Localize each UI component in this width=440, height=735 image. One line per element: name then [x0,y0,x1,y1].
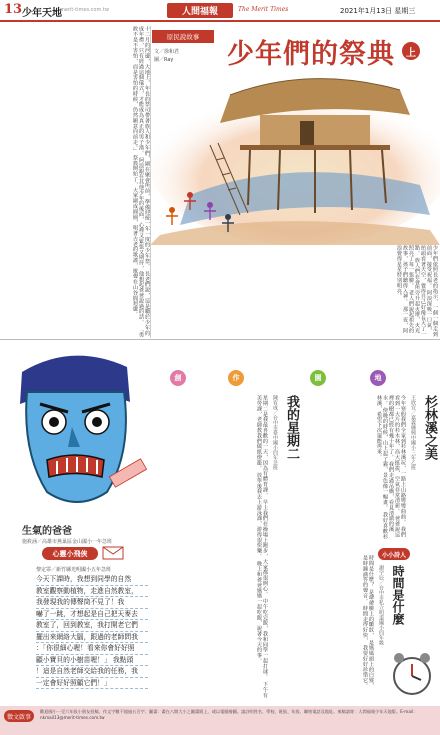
newspaper-logo: 人間福報 [167,3,233,18]
story-paragraph: 阿浪深吸一口氣，抬頭看著天空，覺得自己好像長大了一點。 [414,245,432,337]
poem-line: 我要好好珍惜它。 [362,645,368,689]
article-paragraph: 晚上和爸爸媽媽一起吃飯，說著今天的事。 [256,560,262,664]
newspaper-logo-en: The Merit Times [238,6,289,13]
article-paragraph: 放學後我去上游泳課，游得很快樂。 [256,472,262,559]
text-line: 今天下課時，我想到同學的自然 [36,574,148,586]
article-title-shanlinxi: 杉林溪之美 [422,395,437,460]
story-text-bottom [152,245,438,337]
feature-tag: 原民說故事 [152,30,214,43]
article-paragraph: 我們看到一大片的杉木林，高大挺拔，空氣非常清新。 [394,395,406,538]
badge-chuang: 創 [170,370,186,386]
story-paragraph: 族人們在會所旁升起火堆，火光照亮了每一張臉。 [408,245,420,334]
story-text-left [2,26,150,338]
story-paragraph: 老人們說起祖先的故事，孩子們聽得入神。 [402,245,414,334]
text-line: 教室了，回到教室，我打開老它們 [36,620,148,632]
submission-notice-badge: 徵文啟事 [4,710,34,722]
article-paragraph: 傍晚的時候，山上起了霧，景色像一幅畫。 [382,407,388,511]
text-line: 我發現我的傳聲筒不見了！我 [36,597,148,609]
site-url: merit-times.com.tw [60,7,109,13]
story-paragraph: 祭典開始了，大家圍成圓圈，唱著古老的歌謠，歌聲在山谷間迴盪。 [132,154,138,317]
text-line: 教室觀察動植物，走進自然教室， [36,586,148,598]
issue-date: 2021年1月13日 星期三 [340,7,416,15]
article-paragraph: 今年寒假我們全家到杉林溪玩，一路上山路彎彎曲曲。 [400,395,406,525]
badge-di: 地 [370,370,386,386]
feature-part-badge: 上 [402,42,420,60]
envelope-icon [102,546,124,560]
hut-platform [240,145,390,150]
feature-title: 少年們的祭典 [227,39,395,70]
love-corner-author: 黎定霏／新竹縣光明國小五年急班 [36,567,112,573]
story-paragraph: 「勇敢不是不害怕，而是害怕的時候，仍然願意向前走。」 [132,26,144,338]
love-corner-badge: 心靈小飛俠 [42,547,98,560]
text-line: 一定會好好照顧它們！」 [36,678,148,690]
poem-line: 是時鐘滴答的聲音。 [362,555,368,604]
article-paragraph: 我好喜歡杉林溪，希望下次還能再來。 [376,395,388,540]
page-number: 13 [4,2,23,17]
article-body-tuesday [152,395,268,700]
article-paragraph: 中午吃完飯，我和同學一起打球。 [262,598,268,680]
article-author-tuesday: 陳宥成／台中市臺中國小四年急班 [272,395,278,470]
badge-zuo: 作 [228,370,244,386]
poem-corner-badge: 小小詩人 [378,548,410,560]
badge-yuan: 園 [310,370,326,386]
story-paragraph: 阿浪跟在其他少年的後面，心裡又緊張又期待，他想起爸爸說過的話。 [138,157,144,325]
love-corner-text [36,574,148,689]
stilt-hut-illustration [150,45,440,245]
feature-author: 文／徐和君 [154,49,180,55]
hut-body [260,115,370,145]
section-divider [0,339,440,340]
story-paragraph: 那一夜，阿浪覺得星星特別明亮。 [396,245,408,334]
text-line: 擺出來網絡大腦，跟過的老師問我 [36,632,148,644]
text-line: ：「你很細心喔！看來你會好好照 [36,643,148,655]
article-title-tuesday: 我的星期二 [284,395,299,460]
poem-line: 時間是什麼？ [368,555,374,588]
poem-line: 是媽媽頭上的白髮， [368,639,374,689]
article-paragraph: 早上我們在操場上跑步，大家都很開心。 [262,499,268,597]
poem-body-time [300,555,374,695]
text-line: 嚇了一跳，才想起是自己把天麥去 [36,609,148,621]
article-body-shanlinxi [300,395,406,540]
drawing-title: 生氣的爸爸 [22,526,72,537]
story-paragraph: 長老們說，這是屬於少年的成年禮，只有經過這個儀式，才能成為真正的男子漢。 [138,26,150,336]
alarm-clock-icon [390,650,434,698]
mouth [47,455,104,477]
article-paragraph: 下午有美勞課，老師教我們做紙燈籠。 [256,395,268,698]
article-paragraph: 我們走過吊橋，看見清澈的溪水。 [382,395,394,532]
drawing-author: 施筱涵／高雄市燕巢區金山國小一年急班 [22,539,113,545]
story-paragraph: 少年們依照長老的指示，一個一個走到前面，接受祝福。 [426,245,438,337]
poem-line: 時間走得好快， [362,605,368,644]
feature-artist: 圖／Ray [154,57,174,63]
text-line: 顧小寶貝的小樹苗喔！」 我點頭 [36,655,148,667]
article-author-time: 謝宇辰／台中市私立明道國小四年級 [378,565,384,645]
article-author-shanlinxi: 王欣宜／嘉義縣興中國小三年乙班 [410,395,416,470]
article-paragraph: 星期二是我最喜歡的一天，因為有體育課。 [262,395,268,498]
story-paragraph: 十二月的河邊，大地上，年長的祭司帶著族人和少年們，圍在聚會所前，準備迎接一年一度的少年祭。 [144,26,150,269]
angry-dad-drawing [2,342,148,512]
article-paragraph: 爸爸說這裡的樹都已經有幾十年了。 [388,395,400,538]
poem-line: 是爺爺臉上的皺紋， [368,589,374,638]
text-line: ！這是自然老師交給我的任務，我 [36,666,148,678]
submission-notice-text: 歡迎國小一至六年級小朋友投稿，作文字數不超過五百字；圖畫：畫在八開大小之圖畫紙上，或以電腦繪圖。請註明姓名、學校、班級、年級、聯絡電話及地址。來稿請寄：人間福報少年天地版。E-mail：nkmail13@merit-times.com.tw [40,709,418,720]
section-name: 少年天地 [22,8,62,19]
article-title-time: 時間是什麼 [391,565,405,625]
